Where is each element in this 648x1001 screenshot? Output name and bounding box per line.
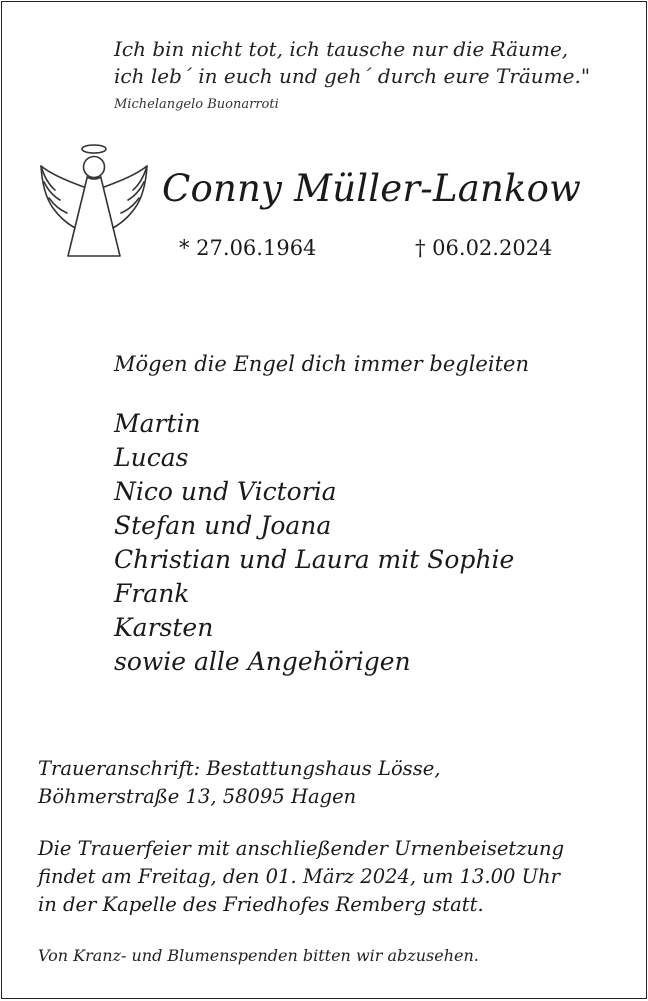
mourner-name: Lucas — [114, 443, 189, 472]
birth-date: * 27.06.1964 — [179, 236, 317, 260]
mourner-name: sowie alle Angehörigen — [114, 647, 411, 676]
quote-line: Ich bin nicht tot, ich tausche nur die Räume, — [114, 37, 569, 61]
mourning-address — [38, 755, 628, 811]
ceremony-line: Die Trauerfeier mit anschließender Urnenbeisetzung — [38, 837, 565, 860]
ceremony-line: findet am Freitag, den 01. März 2024, um 13.00 Uhr — [38, 865, 560, 888]
mourner-name: Martin — [114, 409, 201, 438]
mourner-name: Nico und Victoria — [114, 477, 337, 506]
mourners-list — [114, 407, 514, 679]
quote-author: Michelangelo Buonarroti — [114, 97, 279, 112]
mourner-name: Frank — [114, 579, 190, 608]
motto: Mögen die Engel dich immer begleiten — [114, 352, 529, 376]
address-line: Traueranschrift: Bestattungshaus Lösse, — [38, 757, 441, 780]
quote — [114, 36, 634, 90]
mourner-name: Karsten — [114, 613, 214, 642]
ceremony-line: in der Kapelle des Friedhofes Remberg statt. — [38, 893, 484, 916]
quote-line: ich leb´ in euch und geh´ durch eure Träume." — [114, 64, 591, 88]
mourner-name: Stefan und Joana — [114, 511, 332, 540]
death-date: † 06.02.2024 — [415, 236, 553, 260]
obituary-notice — [1, 1, 647, 999]
deceased-name: Conny Müller-Lankow — [162, 167, 582, 210]
ceremony-info — [38, 835, 638, 919]
address-line: Böhmerstraße 13, 58095 Hagen — [38, 785, 357, 808]
angel-icon — [38, 142, 150, 262]
flowers-note: Von Kranz- und Blumenspenden bitten wir abzusehen. — [38, 946, 479, 965]
mourner-name: Christian und Laura mit Sophie — [114, 545, 515, 574]
